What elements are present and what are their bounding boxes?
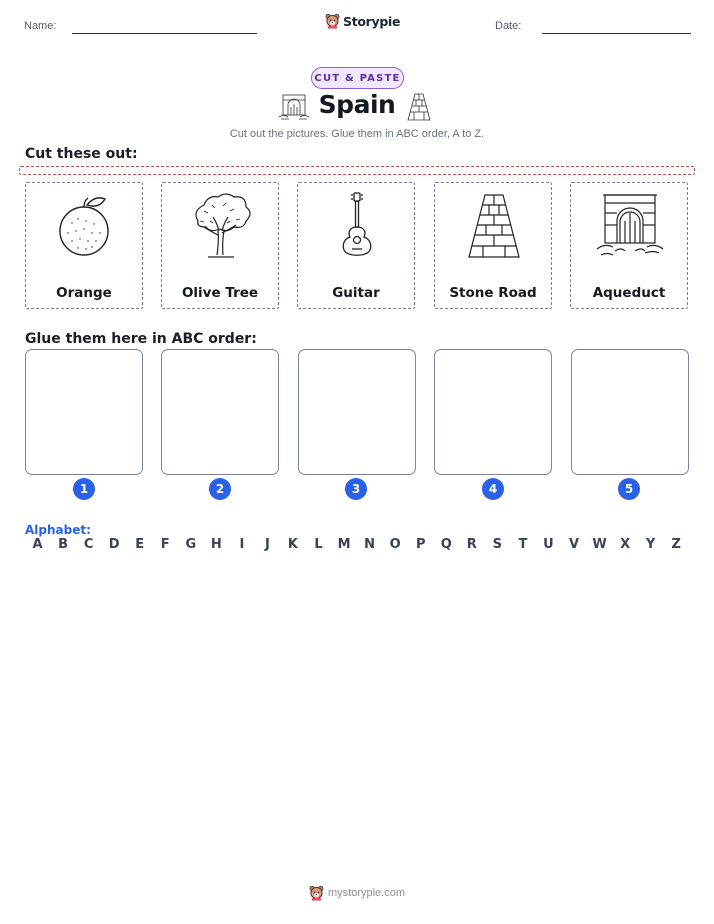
alphabet-letter: S — [492, 537, 503, 552]
brand-logo — [325, 13, 400, 29]
alphabet-row — [25, 537, 689, 552]
glue-section-label: Glue them here in ABC order: — [25, 331, 257, 347]
stone-road-icon — [459, 191, 529, 261]
alphabet-letter: L — [314, 537, 323, 552]
bear-mascot-icon — [325, 13, 340, 29]
slot-number-badge: 5 — [618, 478, 640, 500]
cut-card-aqueduct[interactable] — [570, 182, 688, 309]
orange-icon — [50, 191, 120, 261]
glue-box-5[interactable] — [571, 349, 689, 475]
alphabet-letter: H — [210, 537, 222, 552]
alphabet-label: Alphabet: — [25, 523, 91, 537]
cut-card-orange[interactable] — [25, 182, 143, 309]
slot-number-badge: 1 — [73, 478, 95, 500]
aqueduct-icon — [595, 191, 665, 261]
slot-number-badge: 2 — [209, 478, 231, 500]
alphabet-letter: O — [389, 537, 401, 552]
card-label: Guitar — [332, 285, 380, 301]
alphabet-letter: I — [239, 537, 245, 552]
alphabet-letter: A — [32, 537, 43, 552]
stone-road-icon — [406, 92, 432, 122]
alphabet-letter: J — [265, 537, 270, 552]
cut-line — [19, 166, 695, 175]
card-label: Stone Road — [449, 285, 537, 301]
alphabet-letter: Z — [671, 537, 681, 552]
cut-and-paste-badge: CUT & PASTE — [311, 67, 404, 89]
olive-tree-icon — [186, 191, 256, 261]
alphabet-letter: D — [108, 537, 120, 552]
cut-section-label: Cut these out: — [25, 146, 138, 162]
glue-box-3[interactable] — [298, 349, 416, 475]
cut-card-stone-road[interactable] — [434, 182, 552, 309]
alphabet-letter: X — [620, 537, 631, 552]
alphabet-letter: Y — [645, 537, 656, 552]
alphabet-letter: C — [83, 537, 94, 552]
title-row — [0, 90, 714, 126]
alphabet-letter: P — [415, 537, 426, 552]
alphabet-letter: B — [58, 537, 68, 552]
alphabet-letter: W — [592, 537, 607, 552]
alphabet-letter: T — [518, 537, 528, 552]
page-title: Spain — [318, 90, 396, 119]
footer-url[interactable]: mystorypie.com — [327, 887, 406, 899]
alphabet-letter: E — [135, 537, 145, 552]
alphabet-letter: R — [466, 537, 477, 552]
cut-card-guitar[interactable] — [297, 182, 415, 309]
footer — [0, 885, 714, 901]
brand-name: Storypie — [343, 13, 401, 29]
alphabet-letter: M — [337, 537, 351, 552]
slot-number-badge: 4 — [482, 478, 504, 500]
name-label: Name: — [24, 20, 57, 32]
card-label: Aqueduct — [592, 285, 666, 301]
slot-number-badge: 3 — [345, 478, 367, 500]
alphabet-letter: U — [543, 537, 554, 552]
alphabet-letter: G — [185, 537, 197, 552]
guitar-icon — [322, 191, 392, 261]
instructions-text: Cut out the pictures. Glue them in ABC order, A to Z. — [229, 128, 485, 140]
alphabet-letter: F — [160, 537, 170, 552]
glue-box-2[interactable] — [161, 349, 279, 475]
name-line[interactable] — [72, 33, 257, 34]
date-label: Date: — [495, 20, 522, 32]
bear-mascot-icon — [309, 885, 324, 901]
alphabet-letter: Q — [440, 537, 452, 552]
glue-box-1[interactable] — [25, 349, 143, 475]
card-label: Olive Tree — [181, 285, 259, 301]
cut-card-olive-tree[interactable] — [161, 182, 279, 309]
date-line[interactable] — [542, 33, 691, 34]
alphabet-letter: V — [568, 537, 580, 552]
alphabet-letter: N — [364, 537, 376, 552]
alphabet-letter: K — [287, 537, 298, 552]
card-label: Orange — [56, 285, 112, 301]
glue-box-4[interactable] — [434, 349, 552, 475]
